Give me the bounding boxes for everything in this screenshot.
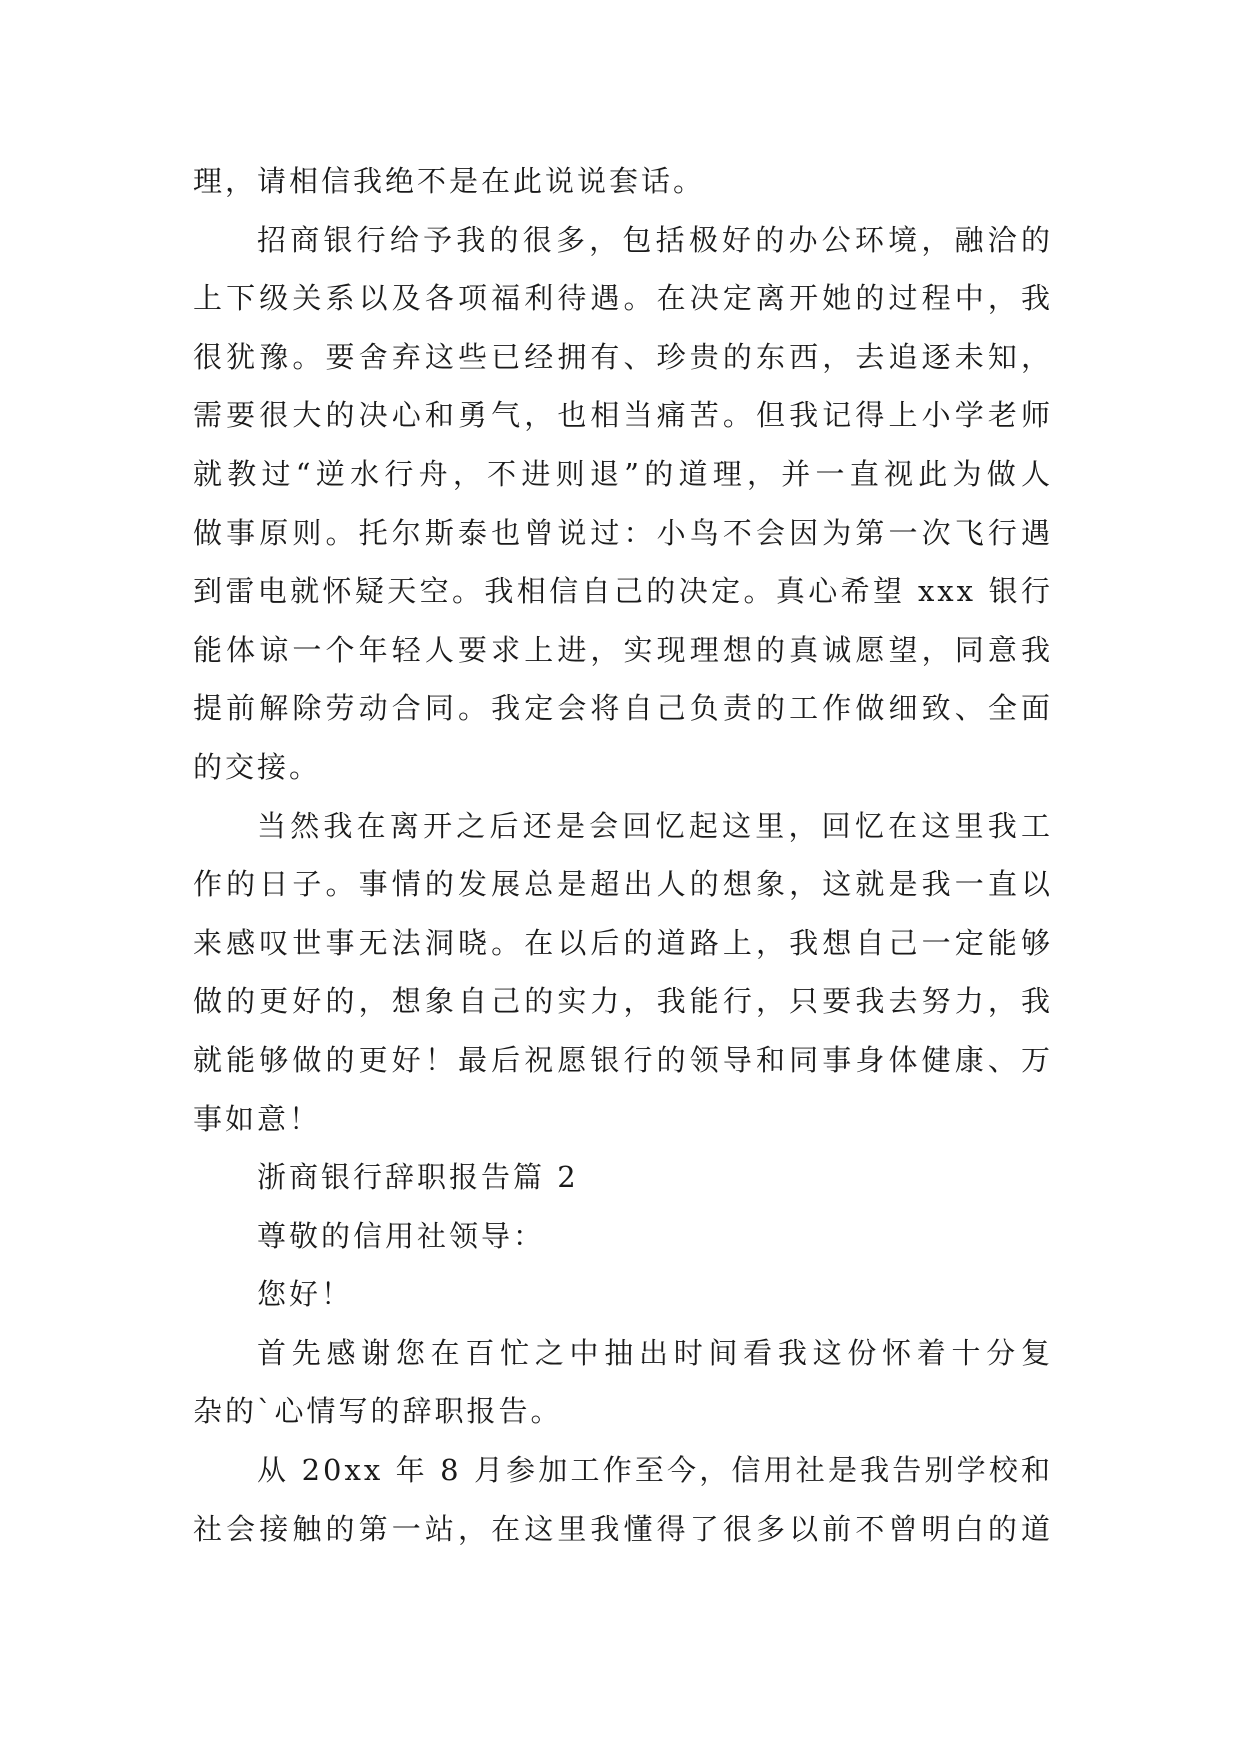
paragraph-start-line: 从 20xx 年 8 月参加工作至今，信用社是我告别学校和	[257, 1453, 1053, 1488]
text-line: 做事原则。托尔斯泰也曾说过：小鸟不会因为第一次飞行遇	[193, 515, 1053, 550]
text-line: 作的日子。事情的发展总是超出人的想象，这就是我一直以	[193, 867, 1053, 902]
section-heading: 浙商银行辞职报告篇 2	[257, 1160, 579, 1195]
text-line: 能体谅一个年轻人要求上进，实现理想的真诚愿望，同意我	[193, 632, 1053, 667]
text-line: 的交接。	[193, 749, 322, 784]
text-line: 做的更好的，想象自己的实力，我能行，只要我去努力，我	[193, 984, 1053, 1019]
text-line: 社会接触的第一站，在这里我懂得了很多以前不曾明白的道	[193, 1511, 1053, 1546]
salutation: 尊敬的信用社领导：	[257, 1218, 546, 1253]
text-line: 很犹豫。要舍弃这些已经拥有、珍贵的东西，去追逐未知，	[193, 339, 1053, 374]
text-line: 事如意！	[193, 1101, 322, 1136]
text-line: 理，请相信我绝不是在此说说套话。	[193, 164, 706, 198]
text-line: 到雷电就怀疑天空。我相信自己的决定。真心希望 xxx 银行	[193, 574, 1053, 609]
text-line: 杂的`心情写的辞职报告。	[193, 1394, 563, 1429]
text-line: 需要很大的决心和勇气，也相当痛苦。但我记得上小学老师	[193, 398, 1053, 433]
paragraph-start-line: 当然我在离开之后还是会回忆起这里，回忆在这里我工	[257, 808, 1053, 843]
text-line: 就能够做的更好！最后祝愿银行的领导和同事身体健康、万	[193, 1042, 1053, 1077]
text-line: 上下级关系以及各项福利待遇。在决定离开她的过程中，我	[193, 281, 1053, 316]
paragraph-start-line: 招商银行给予我的很多，包括极好的办公环境，融洽的	[257, 222, 1053, 257]
text-line: 来感叹世事无法洞晓。在以后的道路上，我想自己一定能够	[193, 925, 1053, 960]
text-line: 提前解除劳动合同。我定会将自己负责的工作做细致、全面	[193, 691, 1053, 726]
body-text	[193, 152, 1053, 1558]
text-line: 就教过“逆水行舟，不进则退”的道理，并一直视此为做人	[193, 456, 1053, 491]
greeting: 您好！	[257, 1277, 354, 1312]
paragraph-start-line: 首先感谢您在百忙之中抽出时间看我这份怀着十分复	[257, 1335, 1053, 1370]
